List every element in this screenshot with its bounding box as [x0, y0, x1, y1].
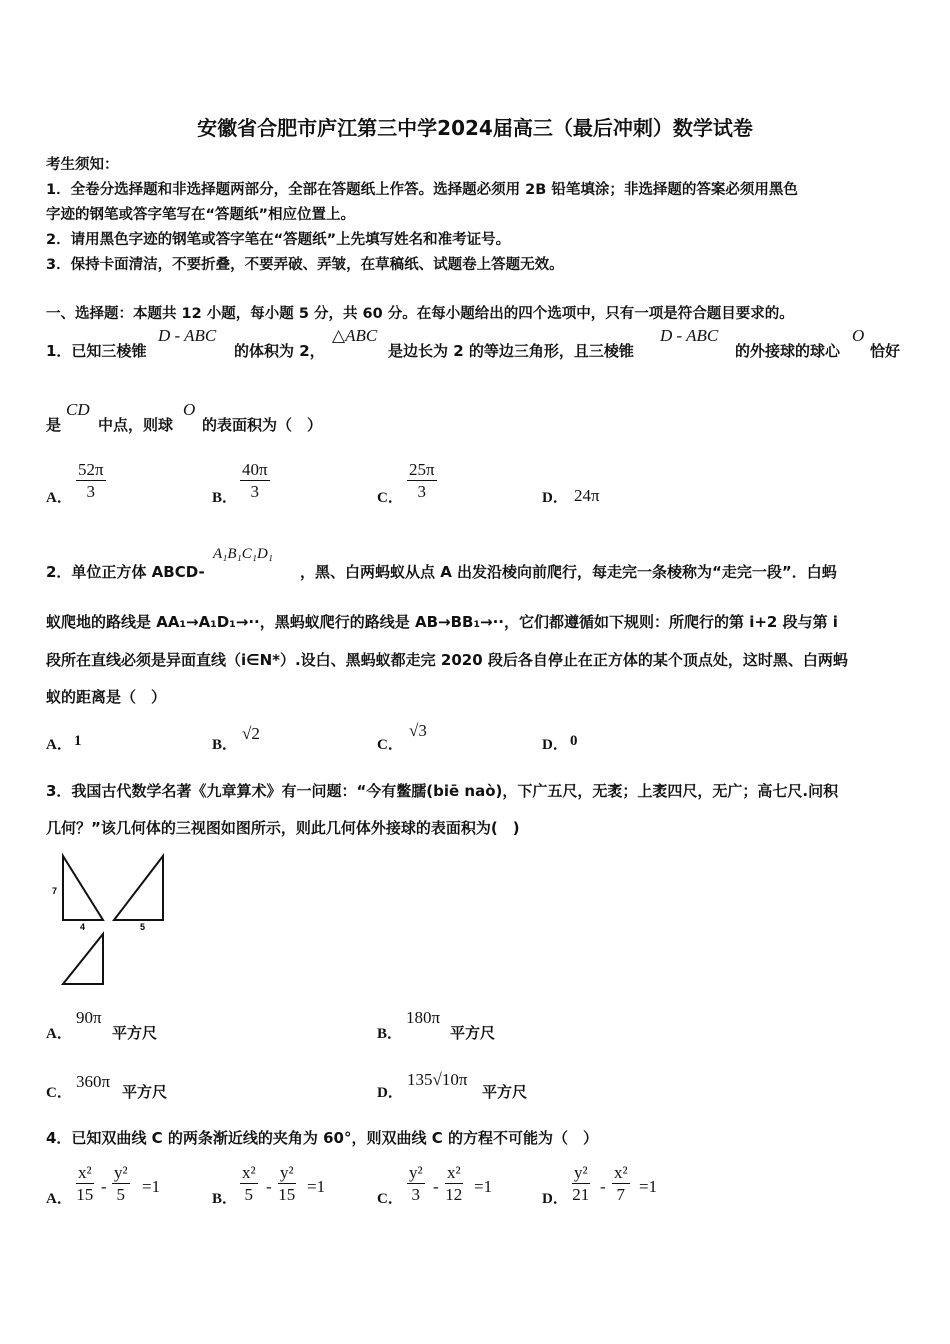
q1-text-c: 是边长为 2 的等边三角形，且三棱锥 [388, 342, 634, 360]
q3-option-c-value[interactable]: 360π [76, 1072, 111, 1091]
q4-c-eq: =1 [474, 1177, 493, 1196]
q4-option-a-frac2 [112, 1163, 130, 1206]
q3-option-d-value[interactable]: 135√10π [407, 1070, 468, 1089]
q2-option-c-label[interactable]: C． [377, 737, 403, 753]
q1-math-6: O [183, 400, 196, 419]
q4-option-d-label[interactable]: D． [542, 1191, 568, 1207]
q2-text-a: 2．单位正方体 ABCD- [46, 563, 205, 581]
q4-b-num2: y² [280, 1163, 294, 1182]
q4-c-minus: - [433, 1177, 439, 1196]
q1-option-b-label[interactable]: B． [212, 490, 238, 506]
q4-a-den2: 5 [116, 1185, 126, 1204]
fig-label-height: 7 [52, 886, 58, 896]
q4-a-num2: y² [114, 1163, 128, 1182]
q4-d-minus: - [600, 1177, 606, 1196]
fig-label-width-4: 4 [80, 922, 86, 932]
q1-math-3: D - ABC [660, 326, 719, 345]
q2-option-b-value[interactable]: √2 [242, 724, 260, 743]
q2-option-d-value[interactable]: 0 [570, 733, 578, 749]
q4-d-den2: 7 [616, 1185, 626, 1204]
fig-label-width-5: 5 [140, 922, 146, 932]
q3-option-c-label[interactable]: C． [46, 1085, 72, 1101]
q2-math-1: A₁B₁C₁D₁ [213, 546, 274, 562]
q1-text-e: 恰好 [870, 342, 901, 360]
q1-option-c-num: 25π [409, 460, 435, 479]
q2-text-b: ，黑、白两蚂蚁从点 A 出发沿棱向前爬行，每走完一条棱称为“走完一段”．白蚂 [300, 563, 837, 581]
front-view-triangle [63, 856, 103, 920]
notice-heading: 考生须知： [46, 157, 119, 173]
q1-text-d: 的外接球的球心 [735, 342, 841, 360]
three-view-figure [46, 850, 176, 990]
q2-option-b-label[interactable]: B． [212, 737, 238, 753]
q1-option-d-value[interactable]: 24π [574, 486, 600, 505]
q4-option-a-label[interactable]: A． [46, 1191, 72, 1207]
notice-line-3: 3．保持卡面清洁，不要折叠，不要弄破、弄皱，在草稿纸、试题卷上答题无效。 [46, 257, 564, 273]
q2-line-4: 蚁的距离是（ ） [46, 688, 167, 706]
q4-a-den1: 15 [76, 1185, 94, 1204]
q4-option-b-label[interactable]: B． [212, 1191, 238, 1207]
q3-option-d-label[interactable]: D． [377, 1085, 403, 1101]
q4-option-d-frac2 [612, 1163, 630, 1206]
notice-line-1b: 字迹的钢笔或答字笔写在“答题纸”相应位置上。 [46, 207, 356, 223]
q4-b-den2: 15 [278, 1185, 296, 1204]
q4-b-eq: =1 [307, 1177, 326, 1196]
q3-line-1: 3．我国古代数学名著《九章算术》有一问题：“今有鳖臑(biē naò)，下广五尺，无袤；上袤四尺，无广；高七尺.问积 [46, 782, 839, 800]
q4-c-den2: 12 [445, 1185, 463, 1204]
notice-line-1a: 1．全卷分选择题和非选择题两部分，全部在答题纸上作答。选择题必须用 2B 铅笔填涂；非选择题的答案必须用黑色 [46, 182, 798, 198]
q1-option-c-label[interactable]: C． [377, 490, 403, 506]
q1-option-a-value[interactable] [76, 460, 106, 503]
q4-c-num2: x² [447, 1163, 461, 1182]
q2-option-a-value[interactable]: 1 [74, 733, 82, 749]
q2-option-d-label[interactable]: D． [542, 737, 568, 753]
q1-option-b-num: 40π [242, 460, 268, 479]
q4-c-num1: y² [409, 1163, 423, 1182]
q1-option-a-num: 52π [78, 460, 104, 479]
q3-option-a-value[interactable]: 90π [76, 1008, 102, 1027]
q3-option-d-unit: 平方尺 [482, 1083, 528, 1101]
q4-a-minus: - [101, 1177, 107, 1196]
q1-text-a: 1．已知三棱锥 [46, 342, 147, 360]
q1-math-1: D - ABC [158, 326, 217, 345]
notice-line-2: 2．请用黑色字迹的钢笔或答字笔在“答题纸”上先填写姓名和准考证号。 [46, 232, 511, 248]
q4-option-b-frac1 [240, 1163, 258, 1206]
q1-math-5: CD [66, 400, 90, 419]
q1-option-c-den: 3 [417, 482, 427, 501]
q4-d-num2: x² [614, 1163, 628, 1182]
q3-option-b-value[interactable]: 180π [406, 1008, 441, 1027]
q4-option-c-label[interactable]: C． [377, 1191, 403, 1207]
q4-b-den1: 5 [244, 1185, 254, 1204]
q2-option-a-label[interactable]: A． [46, 737, 72, 753]
q1-math-4: O [852, 326, 865, 345]
q1-option-c-value[interactable] [407, 460, 437, 503]
q4-option-b-frac2 [278, 1163, 296, 1206]
q4-b-num1: x² [242, 1163, 256, 1182]
q3-option-b-label[interactable]: B． [377, 1026, 403, 1042]
q1-text-f: 是 [46, 416, 62, 434]
q1-text-h: 的表面积为（ ） [202, 416, 323, 434]
q4-a-num1: x² [78, 1163, 92, 1182]
top-view-triangle [63, 934, 103, 984]
q2-line-2: 蚁爬地的路线是 AA₁→A₁D₁→··，黑蚂蚁爬行的路线是 AB→BB₁→··，它们都遵循如下规则：所爬行的第 i+2 段与第 i [46, 613, 838, 631]
q3-option-a-label[interactable]: A． [46, 1026, 72, 1042]
q3-option-c-unit: 平方尺 [122, 1083, 168, 1101]
q3-option-a-unit: 平方尺 [112, 1024, 158, 1042]
q4-b-minus: - [266, 1177, 272, 1196]
q4-d-num1: y² [574, 1163, 588, 1182]
side-view-triangle [114, 856, 163, 920]
q4-a-eq: =1 [142, 1177, 161, 1196]
q4-line-1: 4．已知双曲线 C 的两条渐近线的夹角为 60°，则双曲线 C 的方程不可能为（ ） [46, 1129, 598, 1147]
q3-line-2: 几何？”该几何体的三视图如图所示，则此几何体外接球的表面积为( ) [46, 819, 520, 837]
q1-option-a-label[interactable]: A． [46, 490, 72, 506]
q2-line-3: 段所在直线必须是异面直线（i∈N*）.设白、黑蚂蚁都走完 2020 段后各自停止在正方体的某个顶点处，这时黑、白两蚂 [46, 651, 848, 669]
q2-option-c-value[interactable]: √3 [409, 721, 427, 740]
page-title: 安徽省合肥市庐江第三中学2024届高三（最后冲刺）数学试卷 [197, 116, 753, 140]
q3-option-b-unit: 平方尺 [450, 1024, 496, 1042]
q4-d-den1: 21 [572, 1185, 590, 1204]
q1-option-a-den: 3 [86, 482, 96, 501]
section-heading: 一、选择题：本题共 12 小题，每小题 5 分，共 60 分。在每小题给出的四个选项中，只有一项是符合题目要求的。 [46, 306, 794, 322]
q1-math-2: △ABC [332, 326, 378, 345]
q1-text-g: 中点，则球 [98, 416, 174, 434]
q4-c-den1: 3 [411, 1185, 421, 1204]
q1-option-b-den: 3 [250, 482, 260, 501]
q1-option-d-label[interactable]: D． [542, 490, 568, 506]
q4-option-c-frac2 [445, 1163, 463, 1206]
q4-option-c-frac1 [407, 1163, 425, 1206]
q1-option-b-value[interactable] [240, 460, 270, 503]
q4-option-a-frac1 [76, 1163, 94, 1206]
q4-option-d-frac1 [572, 1163, 590, 1206]
q1-text-b: 的体积为 2， [234, 342, 325, 360]
q4-d-eq: =1 [639, 1177, 658, 1196]
